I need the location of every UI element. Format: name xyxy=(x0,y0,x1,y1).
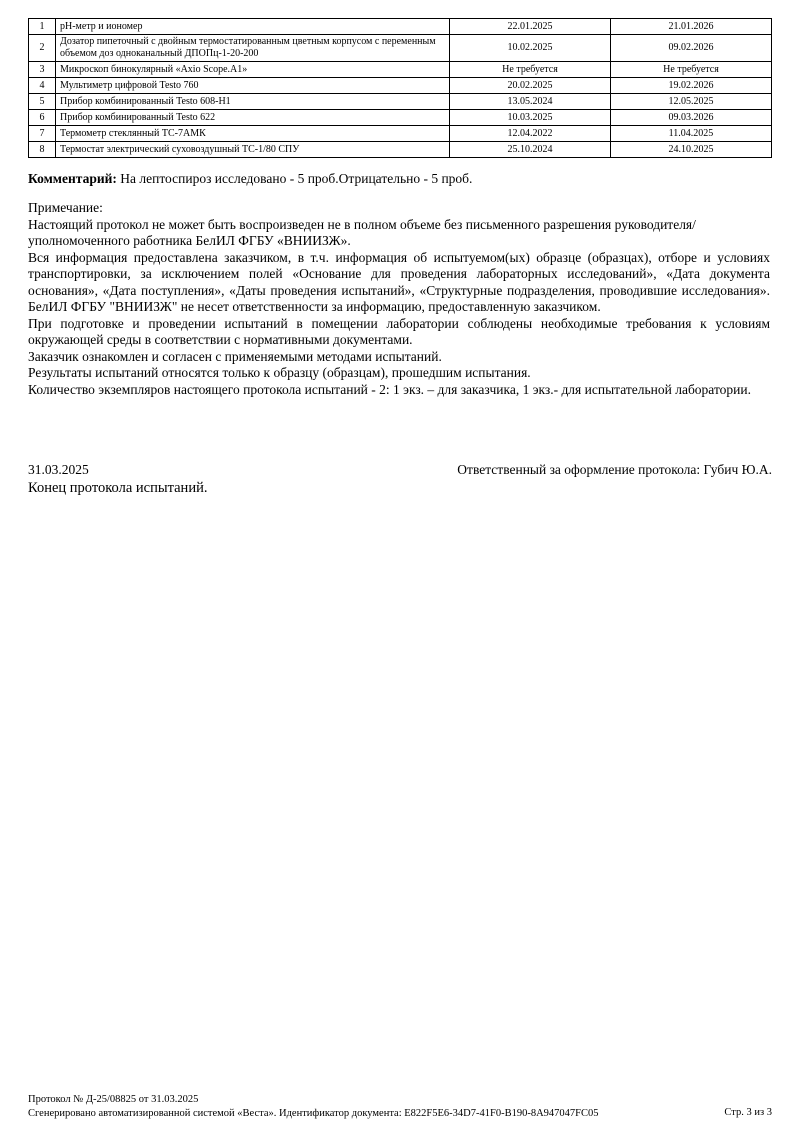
footer-protocol: Протокол № Д-25/08825 от 31.03.2025 xyxy=(28,1094,199,1105)
table-row xyxy=(29,94,772,110)
valid-until-date: 19.02.2026 xyxy=(611,78,772,94)
row-number: 5 xyxy=(29,94,56,110)
comment-label: Комментарий: xyxy=(28,171,117,186)
row-number: 7 xyxy=(29,126,56,142)
row-number: 3 xyxy=(29,62,56,78)
verification-date: 10.03.2025 xyxy=(450,110,611,126)
valid-until-date: 24.10.2025 xyxy=(611,142,772,158)
verification-date: 12.04.2022 xyxy=(450,126,611,142)
table-row xyxy=(29,35,772,62)
note-paragraph: Результаты испытаний относятся только к образцу (образцам), прошедшим испытания. xyxy=(28,365,531,380)
valid-until-date: 09.02.2026 xyxy=(611,35,772,62)
comment-text: На лептоспироз исследовано - 5 проб.Отрицательно - 5 проб. xyxy=(116,171,473,186)
protocol-date: 31.03.2025 xyxy=(28,462,89,477)
row-number: 8 xyxy=(29,142,56,158)
equipment-name: pH-метр и иономер xyxy=(56,19,450,35)
notes-title: Примечание: xyxy=(28,200,103,215)
row-number: 4 xyxy=(29,78,56,94)
row-number: 1 xyxy=(29,19,56,35)
equipment-name: Мультиметр цифровой Testo 760 xyxy=(56,78,450,94)
verification-date: 22.01.2025 xyxy=(450,19,611,35)
responsible-person: Ответственный за оформление протокола: Губич Ю.А. xyxy=(457,462,772,477)
equipment-name: Термостат электрический суховоздушный ТС-1/80 СПУ xyxy=(56,142,450,158)
row-number: 6 xyxy=(29,110,56,126)
equipment-name: Микроскоп бинокулярный «Axio Scope.A1» xyxy=(56,62,450,78)
equipment-table xyxy=(28,18,772,158)
table-row xyxy=(29,19,772,35)
row-number: 2 xyxy=(29,35,56,62)
equipment-name: Термометр стеклянный ТС-7АМК xyxy=(56,126,450,142)
verification-date: 25.10.2024 xyxy=(450,142,611,158)
table-row xyxy=(29,78,772,94)
notes xyxy=(28,200,770,398)
page-number: Стр. 3 из 3 xyxy=(724,1107,772,1118)
note-paragraph: Вся информация предоставлена заказчиком, в т.ч. информация об испытуемом(ых) образце (образцах), отборе и условиях транспортировки, за исключением полей «Основание для проведения лабораторных исследований», «Дата документа основания», «Дата поступления», «Даты проведения испытаний», «Структурные подразделения, проводившие исследования». БелИЛ ФГБУ "ВНИИЗЖ" не несет ответственности за информацию, предоставленную заказчиком. xyxy=(28,249,770,314)
table-row xyxy=(29,142,772,158)
equipment-name: Дозатор пипеточный с двойным термостатированным цветным корпусом с переменным объемом доз одноканальный ДПОПц-1-20-200 xyxy=(56,35,450,62)
end-of-protocol: Конец протокола испытаний. xyxy=(28,480,208,496)
footer-generated: Сгенерировано автоматизированной системой «Веста». Идентификатор документа: E822F5E6-34D7-41F0-B190-8A947047FC05 xyxy=(28,1108,599,1119)
valid-until-date: 21.01.2026 xyxy=(611,19,772,35)
valid-until-date: 11.04.2025 xyxy=(611,126,772,142)
verification-date: 13.05.2024 xyxy=(450,94,611,110)
note-paragraph: Настоящий протокол не может быть воспроизведен не в полном объеме без письменного разрешения руководителя/уполномоченного работника БелИЛ ФГБУ «ВНИИЗЖ». xyxy=(28,216,696,248)
verification-date: 10.02.2025 xyxy=(450,35,611,62)
verification-date: 20.02.2025 xyxy=(450,78,611,94)
table-row xyxy=(29,62,772,78)
equipment-name: Прибор комбинированный Testo 608-H1 xyxy=(56,94,450,110)
footer xyxy=(28,1093,599,1121)
note-paragraph: При подготовке и проведении испытаний в помещении лаборатории соблюдены необходимые требования к условиям окружающей среды в соответствии с нормативными документами. xyxy=(28,315,770,347)
verification-date: Не требуется xyxy=(450,62,611,78)
table-row xyxy=(29,110,772,126)
note-paragraph: Заказчик ознакомлен и согласен с применяемыми методами испытаний. xyxy=(28,348,442,364)
comment xyxy=(28,171,472,187)
valid-until-date: 12.05.2025 xyxy=(611,94,772,110)
note-paragraph: Количество экземпляров настоящего протокола испытаний - 2: 1 экз. – для заказчика, 1 экз.- для испытательной лаборатории. xyxy=(28,381,751,397)
table-row xyxy=(29,126,772,142)
valid-until-date: Не требуется xyxy=(611,62,772,78)
valid-until-date: 09.03.2026 xyxy=(611,110,772,126)
equipment-name: Прибор комбинированный Testo 622 xyxy=(56,110,450,126)
